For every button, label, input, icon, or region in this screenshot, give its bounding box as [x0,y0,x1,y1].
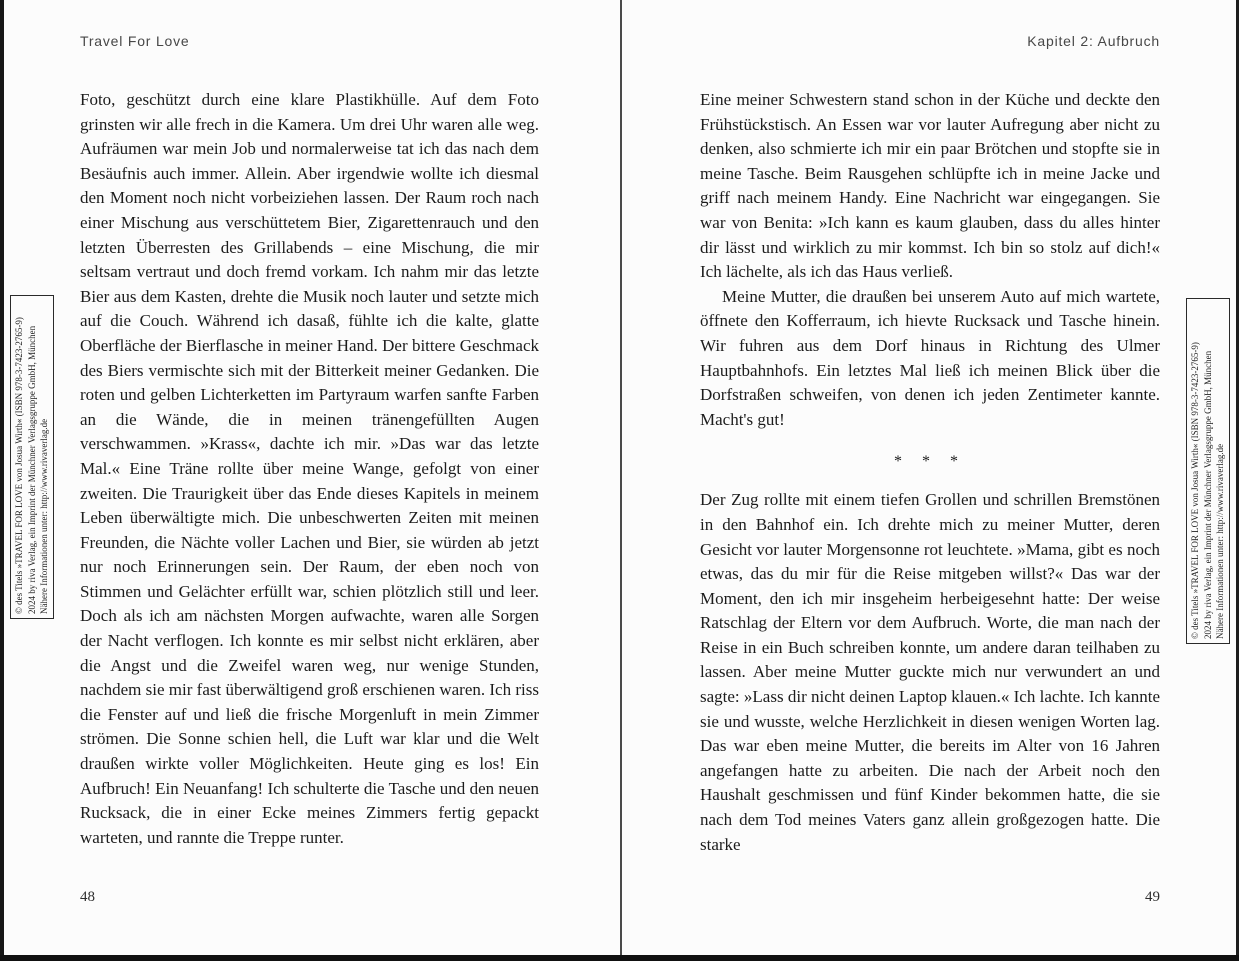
page-right-textblock [700,88,1160,857]
page-number-left: 48 [80,889,95,905]
page-gutter-divider [620,0,622,961]
body-paragraph: Meine Mutter, die draußen bei unserem Auto auf mich wartete, öffnete den Kofferraum, ich hievte Rucksack und Tasche hinein. Wir fuhren aus dem Dorf hinaus in Richtung des Ulmer Hauptbahnhofs. Ein letztes Mal ließ ich meinen Blick über die Dorfstraßen schweifen, von denen ich jeden Zentimeter kannte. Macht's gut! [700,286,1160,429]
body-paragraph: Eine meiner Schwestern stand schon in der Küche und deckte den Frühstückstisch. An Essen war vor lauter Aufregung aber nicht zu denken, also schmierte ich mir ein paar Brötchen und stopfte sie in meine Tasche. Beim Rausgehen schlüpfte ich in meine Jacke und griff nach meinem Handy. Eine Nachricht war eingegangen. Sie war von Benita: »Ich kann es kaum glauben, dass du alles hinter dir lässt und wirklich zu mir kommst. Ich bin so stolz auf dich!« Ich lächelte, als ich das Haus verließ. [700,90,1160,282]
running-head-book-title: Travel For Love [80,33,190,49]
scan-edge-bottom [0,955,1239,961]
page-number-right: 49 [1145,889,1160,905]
body-paragraph: Der Zug rollte mit einem tiefen Grollen und schrillen Bremstönen in den Bahnhof ein. Ich drehte mich zu meiner Mutter, deren Gesicht vor lauter Morgensonne rot leuchtete. »Mama, gibt es noch etwas, das du mir für die Reise mitgeben willst?« Das war der Moment, den ich mir insgeheim herbeigesehnt hatte: Der weise Ratschlag der Eltern vor dem Aufbruch. Worte, die man nach der Reise in ein Buch schreiben konnte, um andere daran teilhaben zu lassen. Aber meine Mutter guckte mich nur verwundert an und sagte: »Lass dir nicht deinen Laptop klauen.« Ich lachte. Ich kannte sie und wusste, welche Herzlichkeit in diesen wenigen Worten lag. Das war eben meine Mutter, die bereits im Alter von 16 Jahren angefangen hatte zu arbeiten. Die nach der Arbeit noch den Haushalt geschmissen und fünf Kinder bekommen hatte, die sie nach dem Tod meines Vaters ganz allein großgezogen hatte. Die starke [700,490,1160,854]
copyright-text: © des Titels »TRAVEL FOR LOVE von Josua Wirth« (ISBN 978-3-7423-2765-9) 2024 by riva Verlag, ein Imprint der Münchner Verlagsgruppe GmbH, München Nähere Informationen unter: http://www.rivaverlag.de [1190,342,1225,639]
copyright-text: © des Titels »TRAVEL FOR LOVE von Josua Wirth« (ISBN 978-3-7423-2765-9) 2024 by riva Verlag, ein Imprint der Münchner Verlagsgruppe GmbH, München Nähere Informationen unter: http://www.rivaverlag.de [14,317,49,614]
copyright-notice-left [10,295,54,619]
scan-edge-left [0,0,4,961]
page-left-textblock [80,88,539,850]
copyright-notice-right [1186,298,1230,644]
scene-break-asterisks: * * * [894,453,966,471]
body-paragraph: Foto, geschützt durch eine klare Plastikhülle. Auf dem Foto grinsten wir alle frech in die Kamera. Um drei Uhr waren alle weg. Aufräumen war mein Job und normalerweise tat ich das nach dem Besäufnis auch immer. Allein. Aber irgendwie wollte ich diesmal den Moment noch nicht vorbeiziehen lassen. Der Raum roch nach einer Mischung aus verschüttetem Bier, Zigarettenrauch und den letzten Überresten des Grillabends – eine Mischung, die mir seltsam vertraut und doch fremd vorkam. Ich nahm mir das letzte Bier aus dem Kasten, drehte die Musik noch lauter und setzte mich auf die Couch. Während ich dasaß, fühlte ich die kalte, glatte Oberfläche der Bierflasche in meiner Hand. Der bittere Geschmack des Biers vermischte sich mit der Bitterkeit meiner Gedanken. Die roten und gelben Lichterketten im Partyraum warfen sanfte Farben an die Wände, die in meinen tränengefüllten Augen verschwammen. »Krass«, dachte ich mir. »Das war das letzte Mal.« Eine Träne rollte über meine Wange, gefolgt von einer zweiten. Die Traurigkeit über das Ende dieses Kapitels in meinem Leben überwältigte mich. Die unbeschwerten Zeiten mit meinen Freunden, die Nächte voller Lachen und Bier, sie würden ab jetzt nur noch Erinnerungen sein. Der Raum, der eben noch von Stimmen und Gelächter erfüllt war, schien plötzlich still und leer. Doch als ich am nächsten Morgen aufwachte, waren alle Sorgen der Nacht verflogen. Ich konnte es mir selbst nicht erklären, aber die Angst und die Zweifel waren weg, nur wenige Stunden, nachdem sie mir fast überwältigend groß erschienen waren. Ich riss die Fenster auf und ließ die frische Morgenluft in mein Zimmer strömen. Die Sonne schien hell, die Luft war klar und die Welt draußen wirkte voller Möglichkeiten. Heute ging es los! Ein Aufbruch! Ein Neuanfang! Ich schulterte die Tasche und den neuen Rucksack, die in einer Ecke meines Zimmers fertig gepackt warteten, und rannte die Treppe runter. [80,90,539,847]
running-head-chapter-title: Kapitel 2: Aufbruch [1027,33,1160,49]
